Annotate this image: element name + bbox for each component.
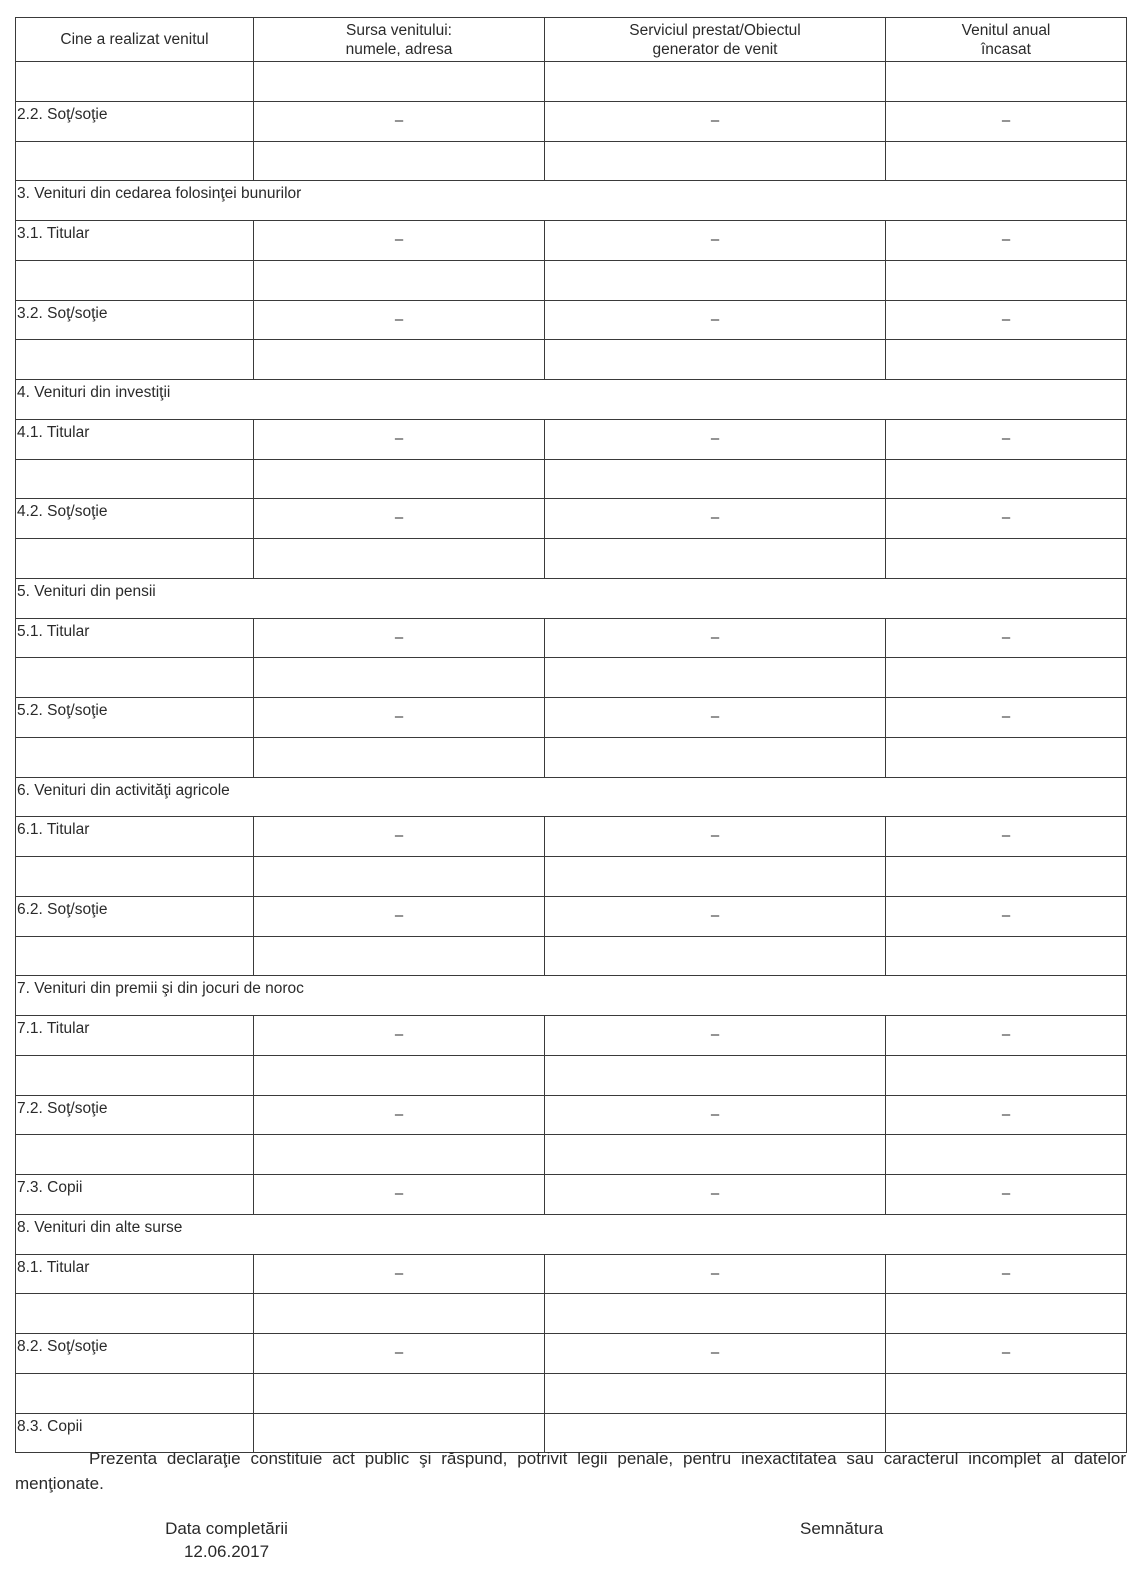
- section-label: 4. Venituri din investiţii: [17, 384, 171, 401]
- cell-sursa: [254, 141, 545, 181]
- cell-cine: [16, 658, 254, 698]
- table-body: [16, 62, 1127, 1453]
- cell-sursa: [254, 499, 545, 539]
- cell-venitul: [886, 817, 1127, 857]
- blank-row: [16, 1055, 1127, 1095]
- declaration-statement: Prezenta declaraţie constituie act public şi răspund, potrivit legii penale, pentru inexactitatea sau caracterul incomplet al datelor menţionate.: [15, 1449, 1126, 1493]
- cell-sursa: [254, 618, 545, 658]
- cell-venitul: [886, 459, 1127, 499]
- dash-value: –: [394, 827, 404, 845]
- dash-value: –: [394, 1264, 404, 1282]
- cell-cine: [16, 1373, 254, 1413]
- cell-sursa: [254, 62, 545, 102]
- cell-sursa: [254, 419, 545, 459]
- cell-venitul: [886, 62, 1127, 102]
- table-row: [16, 1175, 1127, 1215]
- cell-cine: [16, 1294, 254, 1334]
- dash-value: –: [1001, 906, 1011, 924]
- dash-value: –: [1001, 628, 1011, 646]
- dash-value: –: [710, 1344, 720, 1361]
- cell-sursa: [254, 221, 545, 261]
- cell-sursa: [254, 896, 545, 936]
- table-row: [16, 499, 1127, 539]
- cell-cine: [16, 817, 254, 857]
- signature-label: Semnătura: [800, 1519, 884, 1538]
- cell-venitul: [886, 658, 1127, 698]
- cell-sursa: [254, 1294, 545, 1334]
- cell-serviciul: [545, 1254, 886, 1294]
- table-row: [16, 1334, 1127, 1374]
- cell-cine: [16, 221, 254, 261]
- cell-cine: [16, 737, 254, 777]
- cell-sursa: [254, 1016, 545, 1056]
- cell-cine: [16, 936, 254, 976]
- section-row: [16, 181, 1127, 221]
- dash-value: –: [710, 429, 720, 447]
- cell-sursa: [254, 1334, 545, 1374]
- section-cell: [16, 976, 1127, 1016]
- cell-sursa: [254, 857, 545, 897]
- cell-cine: [16, 101, 254, 141]
- cell-cine: [16, 62, 254, 102]
- row-label: 3.2. Soţ/soţie: [17, 304, 108, 322]
- row-label: 2.2. Soţ/soţie: [17, 105, 108, 123]
- cell-sursa: [254, 1135, 545, 1175]
- cell-serviciul: [545, 1294, 886, 1334]
- blank-row: [16, 936, 1127, 976]
- section-row: [16, 380, 1127, 420]
- date-label: Data completării: [165, 1519, 288, 1538]
- table-row: [16, 1095, 1127, 1135]
- cell-venitul: [886, 1294, 1127, 1334]
- dash-value: –: [1001, 111, 1011, 129]
- cell-serviciul: [545, 300, 886, 340]
- cell-sursa: [254, 459, 545, 499]
- cell-cine: [16, 1135, 254, 1175]
- section-label: 8. Venituri din alte surse: [17, 1218, 183, 1236]
- dash-value: –: [1001, 429, 1011, 447]
- dash-value: –: [394, 1105, 404, 1123]
- blank-row: [16, 1135, 1127, 1175]
- row-label: 4.2. Soţ/soţie: [17, 503, 108, 521]
- cell-cine: [16, 1175, 254, 1215]
- section-cell: [16, 380, 1127, 420]
- cell-venitul: [886, 1095, 1127, 1135]
- cell-sursa: [254, 698, 545, 738]
- dash-value: –: [710, 1185, 720, 1202]
- blank-row: [16, 260, 1127, 300]
- section-cell: [16, 1214, 1127, 1254]
- cell-cine: [16, 539, 254, 579]
- dash-value: –: [1001, 1026, 1011, 1043]
- dash-value: –: [710, 1105, 720, 1123]
- dash-value: –: [710, 1264, 720, 1282]
- cell-venitul: [886, 1016, 1127, 1056]
- dash-value: –: [1001, 1105, 1011, 1123]
- dash-value: –: [1001, 1264, 1011, 1282]
- cell-serviciul: [545, 737, 886, 777]
- blank-row: [16, 857, 1127, 897]
- dash-value: –: [1001, 231, 1011, 248]
- cell-sursa: [254, 539, 545, 579]
- section-label: 6. Venituri din activităţi agricole: [17, 781, 230, 799]
- row-label: 4.1. Titular: [17, 423, 90, 441]
- cell-cine: [16, 1254, 254, 1294]
- cell-venitul: [886, 737, 1127, 777]
- cell-sursa: [254, 1373, 545, 1413]
- cell-venitul: [886, 1055, 1127, 1095]
- row-label: 5.1. Titular: [17, 622, 90, 640]
- cell-cine: [16, 260, 254, 300]
- cell-cine: [16, 340, 254, 380]
- cell-serviciul: [545, 101, 886, 141]
- cell-sursa: [254, 1254, 545, 1294]
- section-cell: [16, 181, 1127, 221]
- table-row: [16, 221, 1127, 261]
- dash-value: –: [394, 429, 404, 447]
- cell-venitul: [886, 1135, 1127, 1175]
- row-label: 5.2. Soţ/soţie: [17, 702, 108, 719]
- dash-value: –: [1001, 1185, 1011, 1202]
- cell-venitul: [886, 936, 1127, 976]
- blank-row: [16, 141, 1127, 181]
- cell-serviciul: [545, 260, 886, 300]
- dash-value: –: [1001, 708, 1011, 725]
- cell-venitul: [886, 419, 1127, 459]
- date-value: 12.06.2017: [183, 1542, 270, 1561]
- table-row: [16, 419, 1127, 459]
- header-serviciul-prestat: Serviciul prestat/Obiectul generator de venit: [545, 18, 886, 62]
- table-row: [16, 618, 1127, 658]
- table-header-row: [16, 18, 1127, 62]
- cell-sursa: [254, 1175, 545, 1215]
- dash-value: –: [710, 827, 720, 845]
- row-label: 6.2. Soţ/soţie: [17, 900, 108, 918]
- section-row: [16, 777, 1127, 817]
- section-cell: [16, 777, 1127, 817]
- cell-cine: [16, 857, 254, 897]
- blank-row: [16, 459, 1127, 499]
- cell-cine: [16, 698, 254, 738]
- cell-venitul: [886, 857, 1127, 897]
- section-label: 3. Venituri din cedarea folosinţei bunurilor: [17, 185, 302, 203]
- cell-venitul: [886, 101, 1127, 141]
- cell-serviciul: [545, 1055, 886, 1095]
- row-label: 3.1. Titular: [17, 225, 90, 242]
- blank-row: [16, 1294, 1127, 1334]
- section-cell: [16, 578, 1127, 618]
- header-venitul-anual: Venitul anual încasat: [886, 18, 1127, 62]
- cell-cine: [16, 459, 254, 499]
- cell-serviciul: [545, 499, 886, 539]
- dash-value: –: [394, 628, 404, 646]
- cell-venitul: [886, 618, 1127, 658]
- row-label: 8.2. Soţ/soţie: [17, 1338, 108, 1355]
- table-row: [16, 896, 1127, 936]
- table-row: [16, 817, 1127, 857]
- dash-value: –: [1001, 1344, 1011, 1361]
- cell-sursa: [254, 340, 545, 380]
- cell-serviciul: [545, 419, 886, 459]
- cell-sursa: [254, 101, 545, 141]
- cell-venitul: [886, 698, 1127, 738]
- cell-serviciul: [545, 817, 886, 857]
- blank-row: [16, 737, 1127, 777]
- cell-serviciul: [545, 1373, 886, 1413]
- table-row: [16, 300, 1127, 340]
- cell-serviciul: [545, 539, 886, 579]
- cell-cine: [16, 1334, 254, 1374]
- cell-serviciul: [545, 658, 886, 698]
- dash-value: –: [1001, 310, 1011, 328]
- row-label: 6.1. Titular: [17, 821, 90, 839]
- cell-sursa: [254, 737, 545, 777]
- dash-value: –: [394, 1185, 404, 1202]
- cell-serviciul: [545, 1135, 886, 1175]
- row-label: 7.3. Copii: [17, 1179, 83, 1196]
- dash-value: –: [394, 1026, 404, 1043]
- cell-venitul: [886, 539, 1127, 579]
- cell-cine: [16, 300, 254, 340]
- cell-cine: [16, 1095, 254, 1135]
- row-label: 8.3. Copii: [17, 1417, 83, 1435]
- blank-row: [16, 658, 1127, 698]
- blank-row: [16, 340, 1127, 380]
- cell-serviciul: [545, 698, 886, 738]
- cell-venitul: [886, 260, 1127, 300]
- dash-value: –: [394, 310, 404, 328]
- cell-cine: [16, 499, 254, 539]
- dash-value: –: [394, 231, 404, 248]
- cell-venitul: [886, 300, 1127, 340]
- dash-value: –: [710, 906, 720, 924]
- cell-serviciul: [545, 221, 886, 261]
- row-label: 7.1. Titular: [17, 1020, 90, 1037]
- cell-venitul: [886, 141, 1127, 181]
- cell-serviciul: [545, 459, 886, 499]
- row-label: 8.1. Titular: [17, 1258, 90, 1276]
- cell-cine: [16, 141, 254, 181]
- row-label: 7.2. Soţ/soţie: [17, 1099, 108, 1117]
- cell-sursa: [254, 658, 545, 698]
- cell-serviciul: [545, 1334, 886, 1374]
- cell-venitul: [886, 340, 1127, 380]
- cell-sursa: [254, 1055, 545, 1095]
- dash-value: –: [710, 310, 720, 328]
- cell-venitul: [886, 221, 1127, 261]
- dash-value: –: [394, 509, 404, 527]
- cell-venitul: [886, 499, 1127, 539]
- dash-value: –: [394, 708, 404, 725]
- cell-venitul: [886, 1254, 1127, 1294]
- dash-value: –: [394, 906, 404, 924]
- dash-value: –: [394, 1344, 404, 1361]
- cell-serviciul: [545, 896, 886, 936]
- cell-cine: [16, 419, 254, 459]
- completion-date-block: [134, 1517, 319, 1563]
- cell-serviciul: [545, 1095, 886, 1135]
- cell-cine: [16, 1016, 254, 1056]
- dash-value: –: [710, 231, 720, 248]
- cell-serviciul: [545, 1175, 886, 1215]
- header-sursa-venitului: Sursa venitului: numele, adresa: [254, 18, 545, 62]
- blank-row: [16, 1373, 1127, 1413]
- header-cine-a-realizat: Cine a realizat venitul: [16, 18, 254, 62]
- dash-value: –: [394, 111, 404, 129]
- dash-value: –: [1001, 509, 1011, 527]
- cell-venitul: [886, 896, 1127, 936]
- section-row: [16, 976, 1127, 1016]
- dash-value: –: [710, 708, 720, 725]
- dash-value: –: [710, 628, 720, 646]
- cell-venitul: [886, 1334, 1127, 1374]
- table-row: [16, 101, 1127, 141]
- cell-sursa: [254, 817, 545, 857]
- cell-serviciul: [545, 1016, 886, 1056]
- cell-venitul: [886, 1373, 1127, 1413]
- section-label: 5. Venituri din pensii: [17, 582, 156, 600]
- income-table: [15, 17, 1127, 1453]
- cell-cine: [16, 618, 254, 658]
- dash-value: –: [710, 509, 720, 527]
- cell-serviciul: [545, 141, 886, 181]
- cell-cine: [16, 896, 254, 936]
- dash-value: –: [1001, 827, 1011, 845]
- cell-venitul: [886, 1175, 1127, 1215]
- section-label: 7. Venituri din premii şi din jocuri de noroc: [17, 980, 304, 998]
- cell-sursa: [254, 1095, 545, 1135]
- cell-serviciul: [545, 62, 886, 102]
- table-row: [16, 698, 1127, 738]
- section-row: [16, 578, 1127, 618]
- dash-value: –: [710, 111, 720, 129]
- cell-sursa: [254, 936, 545, 976]
- blank-row: [16, 62, 1127, 102]
- section-row: [16, 1214, 1127, 1254]
- cell-serviciul: [545, 618, 886, 658]
- cell-serviciul: [545, 936, 886, 976]
- cell-sursa: [254, 260, 545, 300]
- table-row: [16, 1016, 1127, 1056]
- dash-value: –: [710, 1026, 720, 1043]
- table-row: [16, 1254, 1127, 1294]
- cell-serviciul: [545, 340, 886, 380]
- cell-cine: [16, 1055, 254, 1095]
- blank-row: [16, 539, 1127, 579]
- cell-serviciul: [545, 857, 886, 897]
- cell-sursa: [254, 300, 545, 340]
